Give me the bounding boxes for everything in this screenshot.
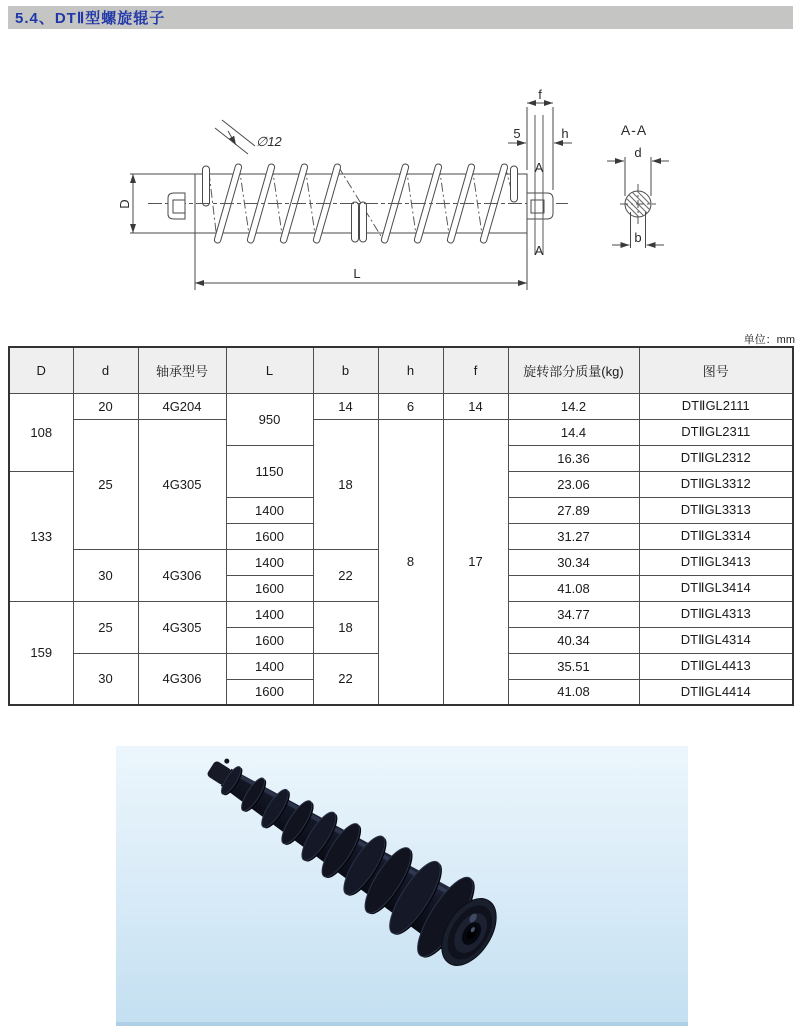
table-row xyxy=(9,419,793,445)
section-title: A-A xyxy=(620,122,648,138)
dim-label-5: 5 xyxy=(513,126,521,141)
table-cell: DTⅡGL3313 xyxy=(639,497,793,523)
table-cell: 14.4 xyxy=(508,419,639,445)
section-title-bar xyxy=(8,6,793,29)
dim-label-h: h xyxy=(561,126,569,141)
table-cell: DTⅡGL4313 xyxy=(639,601,793,627)
table-cell: 4G305 xyxy=(138,601,226,653)
column-header: 图号 xyxy=(639,347,793,393)
table-cell: 1400 xyxy=(226,497,313,523)
table-cell: 1600 xyxy=(226,523,313,549)
table-cell: 23.06 xyxy=(508,471,639,497)
table-cell: DTⅡGL4314 xyxy=(639,627,793,653)
table-cell: 22 xyxy=(313,549,378,601)
table-cell: 34.77 xyxy=(508,601,639,627)
dim-label-L: L xyxy=(353,266,361,281)
section-mark-top: A xyxy=(534,160,544,175)
table-cell: 18 xyxy=(313,419,378,549)
technical-drawing xyxy=(0,75,800,310)
photo-bottom-edge xyxy=(116,1022,688,1026)
table-cell: 108 xyxy=(9,393,73,471)
page-title: 5.4、DTⅡ型螺旋辊子 xyxy=(15,10,166,27)
table-cell: 14 xyxy=(443,393,508,419)
table-cell: 25 xyxy=(73,419,138,549)
table-cell: 30 xyxy=(73,549,138,601)
column-header: L xyxy=(226,347,313,393)
table-cell: 1400 xyxy=(226,601,313,627)
table-cell: 6 xyxy=(378,393,443,419)
table-cell: 1600 xyxy=(226,679,313,705)
table-cell: 25 xyxy=(73,601,138,653)
table-cell: 18 xyxy=(313,601,378,653)
table-header-row xyxy=(9,347,793,393)
table-cell: 40.34 xyxy=(508,627,639,653)
spec-table-wrap xyxy=(8,346,794,706)
table-cell: 950 xyxy=(226,393,313,445)
dim-label-D: D xyxy=(117,199,132,209)
table-cell: DTⅡGL3413 xyxy=(639,549,793,575)
table-cell: 30.34 xyxy=(508,549,639,575)
table-cell: 1400 xyxy=(226,653,313,679)
unit-note: 单位：mm xyxy=(743,334,795,346)
table-cell: 14 xyxy=(313,393,378,419)
column-header: 轴承型号 xyxy=(138,347,226,393)
table-cell: 4G306 xyxy=(138,653,226,705)
column-header: b xyxy=(313,347,378,393)
table-cell: 20 xyxy=(73,393,138,419)
table-cell: DTⅡGL2111 xyxy=(639,393,793,419)
table-cell: DTⅡGL3314 xyxy=(639,523,793,549)
table-cell: DTⅡGL4414 xyxy=(639,679,793,705)
table-cell: 27.89 xyxy=(508,497,639,523)
table-cell: 17 xyxy=(443,419,508,705)
table-cell: DTⅡGL4413 xyxy=(639,653,793,679)
section-mark-bottom: A xyxy=(534,243,544,258)
table-cell: 4G306 xyxy=(138,549,226,601)
column-header: h xyxy=(378,347,443,393)
table-cell: 35.51 xyxy=(508,653,639,679)
table-row xyxy=(9,393,793,419)
table-cell: 1600 xyxy=(226,575,313,601)
table-cell: 4G204 xyxy=(138,393,226,419)
dim-label-b: b xyxy=(634,230,642,245)
dim-label-d: d xyxy=(634,145,642,160)
spec-table xyxy=(8,346,794,706)
table-cell: DTⅡGL3312 xyxy=(639,471,793,497)
table-cell: 30 xyxy=(73,653,138,705)
table-cell: 4G305 xyxy=(138,419,226,549)
table-cell: 41.08 xyxy=(508,679,639,705)
table-cell: DTⅡGL3414 xyxy=(639,575,793,601)
table-cell: 41.08 xyxy=(508,575,639,601)
table-cell: 1600 xyxy=(226,627,313,653)
table-cell: DTⅡGL2312 xyxy=(639,445,793,471)
table-cell: 22 xyxy=(313,653,378,705)
table-cell: 14.2 xyxy=(508,393,639,419)
table-cell: 31.27 xyxy=(508,523,639,549)
table-cell: 159 xyxy=(9,601,73,705)
column-header: d xyxy=(73,347,138,393)
product-photo xyxy=(116,746,688,1026)
column-header: D xyxy=(9,347,73,393)
table-cell: DTⅡGL2311 xyxy=(639,419,793,445)
table-cell: 8 xyxy=(378,419,443,705)
table-cell: 1400 xyxy=(226,549,313,575)
table-cell: 16.36 xyxy=(508,445,639,471)
column-header: f xyxy=(443,347,508,393)
table-cell: 133 xyxy=(9,471,73,601)
tube-diameter-label: ∅12 xyxy=(256,134,282,149)
table-cell: 1150 xyxy=(226,445,313,497)
dim-label-f: f xyxy=(538,87,542,102)
column-header: 旋转部分质量(kg) xyxy=(508,347,639,393)
